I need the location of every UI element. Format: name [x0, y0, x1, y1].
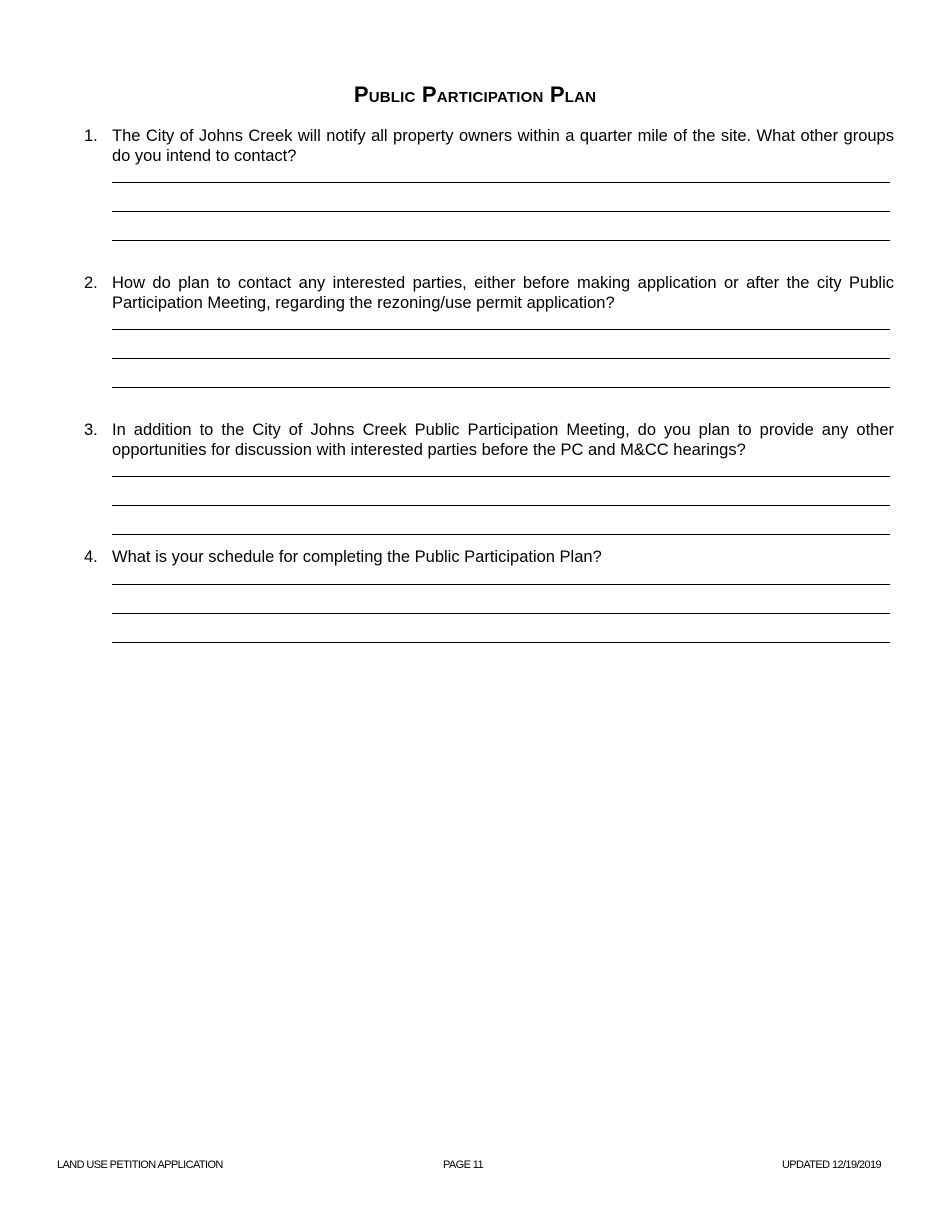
answer-line-2-2[interactable]	[112, 358, 890, 359]
question-number: 4.	[84, 548, 98, 566]
answer-line-1-3[interactable]	[112, 240, 890, 241]
question-number: 2.	[84, 274, 98, 292]
question-2	[84, 273, 894, 313]
question-text: What is your schedule for completing the Public Participation Plan?	[112, 548, 602, 566]
answer-line-3-1[interactable]	[112, 476, 890, 477]
question-number: 1.	[84, 127, 98, 145]
question-1	[84, 126, 894, 166]
question-4	[84, 547, 894, 567]
question-text: The City of Johns Creek will notify all property owners within a quarter mile of the site. What other groups do you intend to contact?	[112, 127, 894, 165]
footer-page-number: PAGE 11	[443, 1159, 484, 1171]
footer-updated-date: UPDATED 12/19/2019	[781, 1159, 881, 1171]
question-3	[84, 420, 894, 460]
answer-line-4-3[interactable]	[112, 642, 890, 643]
page-title: Public Participation Plan	[353, 82, 597, 107]
question-number: 3.	[84, 421, 98, 439]
answer-line-4-1[interactable]	[112, 584, 890, 585]
answer-line-2-1[interactable]	[112, 329, 890, 330]
question-text: How do plan to contact any interested parties, either before making application or after the city Public Participation Meeting, regarding the rezoning/use permit application?	[112, 274, 894, 312]
footer-form-name: LAND USE PETITION APPLICATION	[57, 1159, 223, 1171]
answer-line-4-2[interactable]	[112, 613, 890, 614]
answer-line-3-2[interactable]	[112, 505, 890, 506]
answer-line-1-1[interactable]	[112, 182, 890, 183]
question-text: In addition to the City of Johns Creek Public Participation Meeting, do you plan to provide any other opportunities for discussion with interested parties before the PC and M&CC hearings?	[112, 421, 894, 459]
answer-line-2-3[interactable]	[112, 387, 890, 388]
answer-line-1-2[interactable]	[112, 211, 890, 212]
answer-line-3-3[interactable]	[112, 534, 890, 535]
